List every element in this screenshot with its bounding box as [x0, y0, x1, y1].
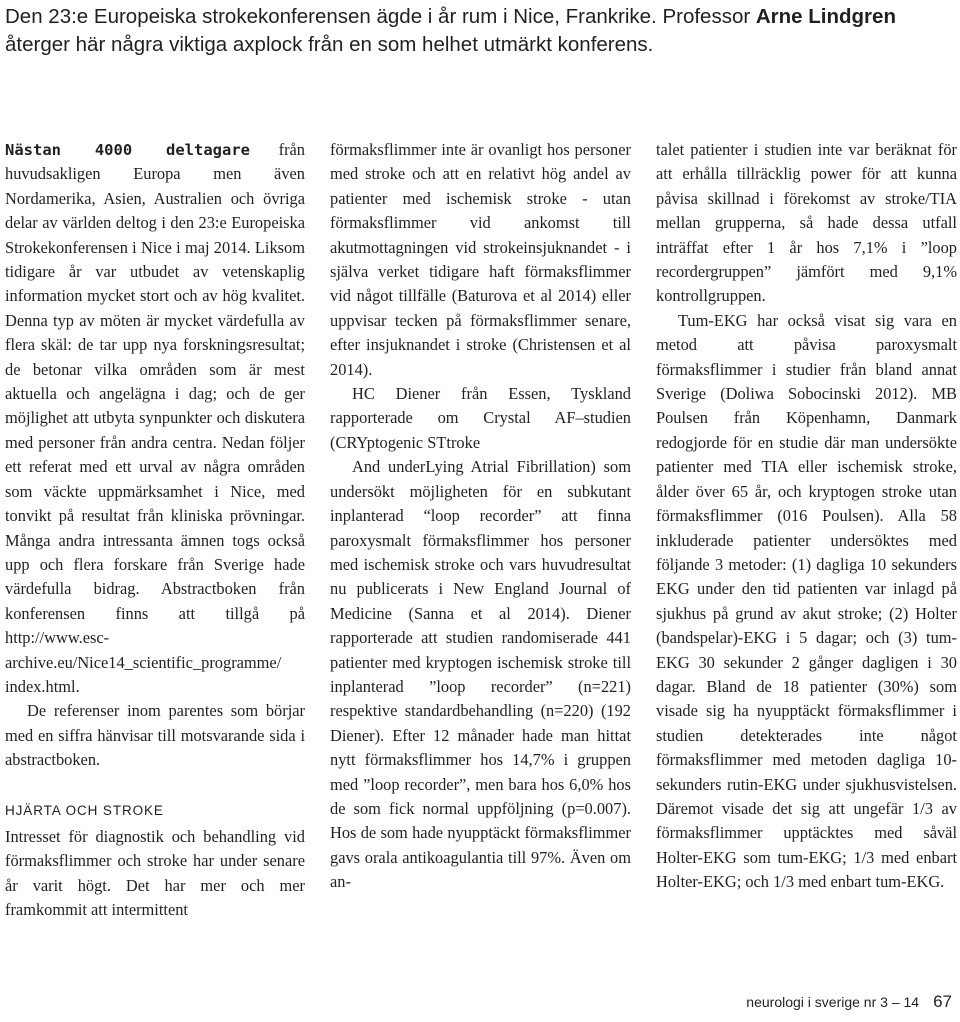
page-number: 67	[933, 992, 952, 1011]
col3-paragraph-1: talet patienter i studien inte var beräknat för att erhålla tillräcklig power för att kunna påvisa skillnad i förekomst av stroke/TIA mellan grupperna, så hade dessa utfall inträffat efter 1 år hos 7,1% i ”loop recordergruppen” jämfört med 9,1% kontrollgruppen.	[656, 140, 957, 306]
col1-paragraph-1	[5, 138, 305, 699]
page-footer	[746, 992, 952, 1012]
intro-text-end: återger här några viktiga axplock från en som helhet utmärkt konferens.	[5, 33, 654, 56]
column-1	[5, 138, 305, 923]
journal-name: neurologi i sverige nr 3 – 14	[746, 994, 920, 1010]
col1-paragraph-3: Intresset för diagnostik och behandling vid förmaksflimmer och stroke har under senare år varit högt. Det har mer och mer framkommit att intermittent	[5, 826, 305, 920]
lead-in: Nästan 4000 deltagare	[5, 141, 250, 159]
col1-paragraph-2: De referenser inom parentes som börjar med en siffra hänvisar till motsvarande sida i abstractboken.	[5, 701, 305, 770]
col3-paragraph-2: Tum-EKG har också visat sig vara en metod att påvisa paroxysmalt förmaksflimmer i studier från bland annat Sverige (Doliwa Sobocinski 2012). MB Poulsen från Köpenhamn, Danmark redogjorde för en studie där man undersökte patienter med TIA eller ischemisk stroke, ålder över 65 år, och kryptogen stroke utan förmaksflimmer (016 Poulsen). Alla 58 inkluderade patienter undersöktes med följande 3 metoder: (1) dagliga 10 sekunders EKG under den tid patienten var inlagd på sjukhus på grund av akut stroke; (2) Holter (bandspelar)-EKG i 5 dagar; och (3) tum-EKG 30 sekunder 2 gånger dagligen i 30 dagar. Bland de 18 patienter (30%) som visade sig ha nyupptäckt förmaksflimmer i studien detekterades inte något förmaksflimmer med metoden dagliga 10-sekunders rutin-EKG under sjukhusvistelsen. Däremot visade det sig att ungefär 1/3 av förmaksflimmer upptäcktes med såväl Holter-EKG som tum-EKG; 1/3 med enbart Holter-EKG; och 1/3 med enbart tum-EKG.	[656, 310, 957, 892]
intro-text-start: Den 23:e Europeiska strokekonferensen ägde i år rum i Nice, Frankrike. Professor	[5, 5, 756, 28]
col2-paragraph-3: And underLying Atrial Fibrillation) som undersökt möjligheten för en subkutant inplanterad “loop recorder” att finna paroxysmalt förmaksflimmer hos personer med ischemisk stroke och vars huvudresultat nu publicerats i New England Journal of Medicine (Sanna et al 2014). Diener rapporterade att studien randomiserade 441 patienter med kryptogen ischemisk stroke till inplanterad ”loop recorder” (n=221) respektive standardbehandling (n=220) (192 Diener). Efter 12 månader hade man hittat nytt förmaksflimmer hos 14,7% i gruppen med ”loop recorder”, men bara hos 6,0% hos de som fick normal uppföljning (p=0.007). Hos de som hade nyupptäckt förmaksflimmer gavs orala antikoagulantia till 97%. Även om an-	[330, 457, 631, 892]
col2-paragraph-1: förmaksflimmer inte är ovanligt hos personer med stroke och att en relativt hög andel av patienter med ischemisk stroke - utan förmaksflimmer vid ankomst till akutmottagningen vid strokeinsjuknandet - i själva verket tidigare haft förmaksflimmer vid något tillfälle (Baturova et al 2014) eller uppvisar tecken på förmaksflimmer senare, efter insjuknandet i stroke (Christensen et al 2014).	[330, 140, 631, 379]
section-heading: HJÄRTA OCH STROKE	[5, 802, 164, 818]
author-name: Arne Lindgren	[755, 5, 896, 28]
column-3	[656, 138, 957, 895]
col1-paragraph-1-text: från huvudsakligen Europa men även Nordamerika, Asien, Australien och övriga delar av världen deltog i den 23:e Europeiska Strokekonferensen i Nice i maj 2014. Liksom tidigare år var utbudet av vetenskaplig information mycket stort och av hög kvalitet. Denna typ av möten är mycket värdefulla av flera skäl: de tar upp nya forskningsresultat; de betonar vilka områden som är mest aktuella och angelägna i dag; och de ger möjlighet att utbyta synpunkter och diskutera med personer från andra centra. Nedan följer ett referat med ett urval av några områden som väckte uppmärksamhet i Nice, med tonvikt på resultat från kliniska prövningar. Många andra intressanta ämnen togs också upp och flera forskare från Sverige hade värdefulla bidrag. Abstractboken från konferensen finns att tillgå på http://www.esc-archive.eu/Nice14_scientific_programme/ index.html.	[5, 140, 305, 696]
column-2	[330, 138, 631, 895]
col2-paragraph-2: HC Diener från Essen, Tyskland rapporterade om Crystal AF–studien (CRYptogenic STtroke	[330, 384, 631, 452]
article-intro	[5, 3, 955, 59]
